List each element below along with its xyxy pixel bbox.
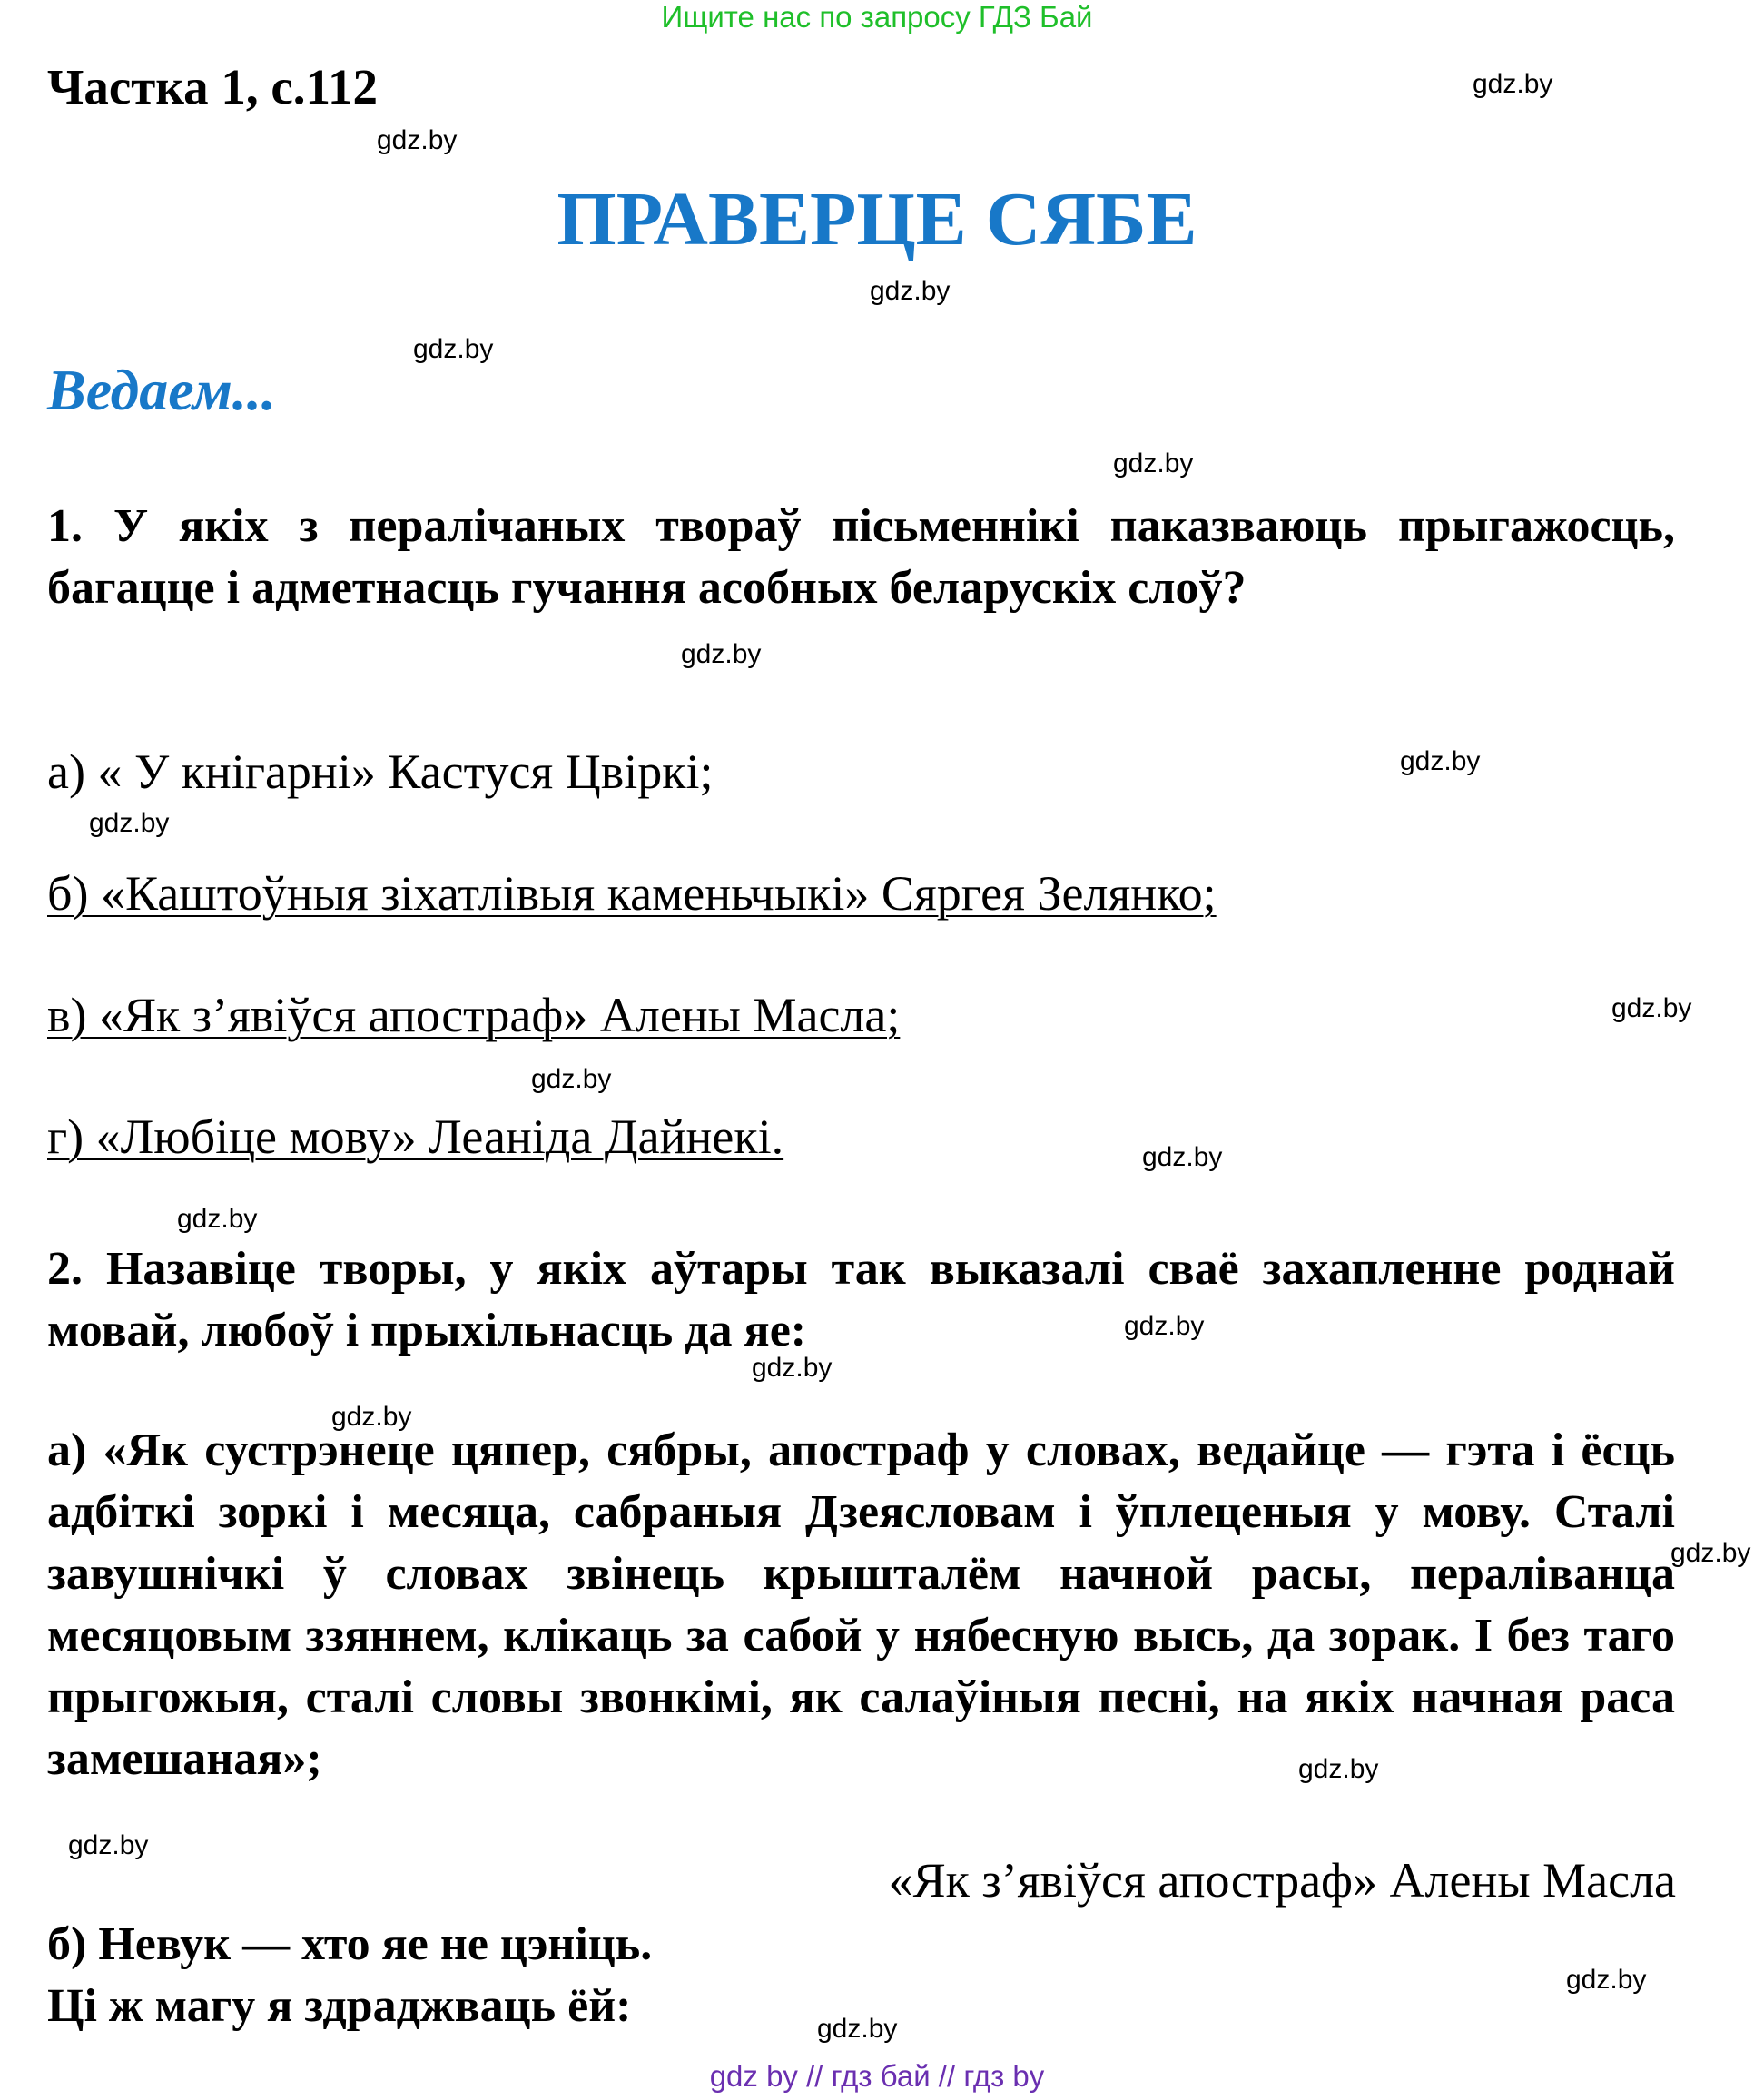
watermark: gdz.by bbox=[817, 2014, 898, 2044]
answer-1d: г) «Любіце мову» Леаніда Дайнекі. bbox=[47, 1109, 784, 1164]
watermark: gdz.by bbox=[870, 276, 951, 306]
watermark: gdz.by bbox=[413, 334, 494, 364]
question-1-text: 1. У якіх з пералічаных твораў пісьменнікі паказваюць прыгажосць, багацце і адметнасць гучання асобных беларускіх слоў? bbox=[47, 500, 1675, 614]
watermark: gdz.by bbox=[1611, 993, 1692, 1023]
page-title: ПРАВЕРЦЕ СЯБЕ bbox=[557, 177, 1197, 261]
watermark: gdz.by bbox=[531, 1064, 612, 1094]
watermark: gdz.by bbox=[1473, 69, 1553, 99]
answer-1b: б) «Каштоўныя зіхатлівыя каменьчыкі» Сяргея Зелянко; bbox=[47, 866, 1217, 921]
watermark: gdz.by bbox=[1670, 1538, 1751, 1568]
question-2-text: 2. Назавіце творы, у якіх аўтары так выказалі сваё захапленне роднай мовай, любоў і прыхільнасць да яе: bbox=[47, 1243, 1675, 1356]
watermark: gdz.by bbox=[1113, 449, 1194, 478]
part-page-label: Частка 1, с.112 bbox=[47, 59, 379, 114]
answer-1c: в) «Як з’явіўся апостраф» Алены Масла; bbox=[47, 988, 901, 1042]
watermark: gdz.by bbox=[377, 125, 458, 155]
top-banner: Ищите нас по запросу ГДЗ Бай bbox=[661, 0, 1093, 34]
watermark: gdz.by bbox=[68, 1830, 149, 1860]
watermark: gdz.by bbox=[331, 1402, 412, 1432]
watermark: gdz.by bbox=[177, 1204, 258, 1234]
watermark: gdz.by bbox=[89, 808, 170, 838]
watermark: gdz.by bbox=[1400, 746, 1481, 776]
watermark: gdz.by bbox=[681, 639, 762, 669]
watermark: gdz.by bbox=[1298, 1754, 1379, 1784]
watermark: gdz.by bbox=[752, 1353, 833, 1383]
poem-line-1: б) Невук — хто яе не цэніць. bbox=[47, 1918, 653, 1970]
section-heading: Ведаем... bbox=[47, 358, 276, 422]
bottom-banner: gdz by // гдз бай // гдз by bbox=[709, 2059, 1045, 2093]
quote-source: «Як з’явіўся апостраф» Алены Масла bbox=[888, 1853, 1676, 1908]
question-2a-quote: а) «Як сустрэнеце цяпер, сябры, апостраф у словах, ведайце — гэта і ёсць адбіткі зоркі і месяца, сабраныя Дзеясловам і ўплеценыя у мову. Сталі завушнічкі ў словах звінець крышталём начной расы, пераліванца месяцовым ззяннем, клікаць за сабой у нябесную высь, да зорак. І без таго прыгожыя, сталі словы звонкімі, як салаўіныя песні, на якіх начная раса замешаная»; bbox=[47, 1425, 1675, 1785]
watermark: gdz.by bbox=[1566, 1965, 1647, 1995]
poem-line-2: Ці ж магу я здраджваць ёй: bbox=[47, 1980, 632, 2032]
watermark: gdz.by bbox=[1124, 1311, 1205, 1341]
answer-1a: а) « У кнігарні» Кастуся Цвіркі; bbox=[47, 744, 714, 799]
watermark: gdz.by bbox=[1142, 1142, 1223, 1172]
